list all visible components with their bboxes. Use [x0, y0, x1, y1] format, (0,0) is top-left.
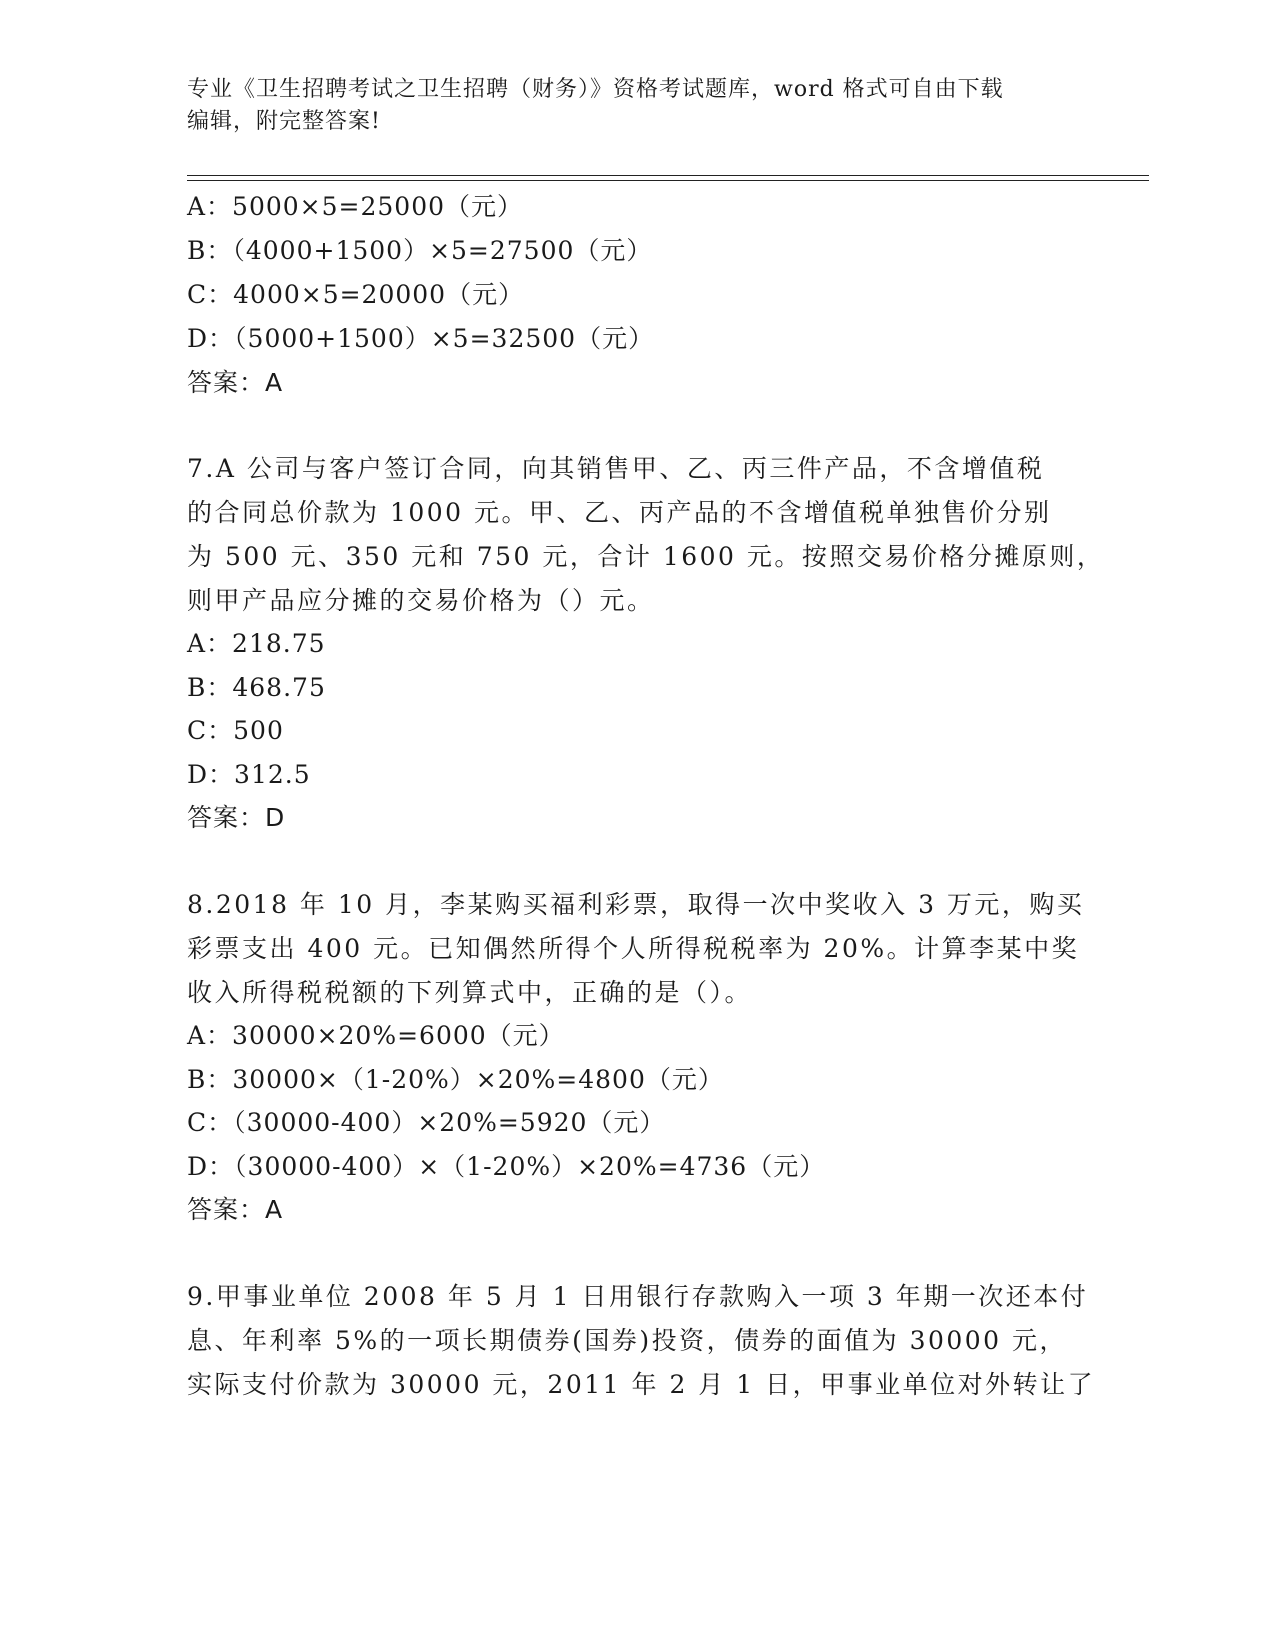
header-line-1: 专业《卫生招聘考试之卫生招聘（财务）》资格考试题库，word 格式可自由下载: [187, 77, 1004, 102]
q8-option-c: C：（30000-400）×20%=5920（元）: [187, 1108, 666, 1137]
q7-stem-line-4: 则甲产品应分摊的交易价格为（）元。: [187, 586, 655, 615]
q8-stem-line-3: 收入所得税税额的下列算式中，正确的是（）。: [187, 978, 753, 1007]
header-rule-top: [187, 175, 1149, 176]
q8-stem-line-1: 8.2018 年 10 月，李某购买福利彩票，取得一次中奖收入 3 万元，购买: [187, 890, 1085, 919]
q6-answer: 答案：A: [187, 368, 284, 397]
q6-option-d: D：（5000+1500）×5=32500（元）: [187, 324, 655, 353]
q8-option-d: D：（30000-400）×（1-20%）×20%=4736（元）: [187, 1152, 826, 1181]
q9-stem-line-3: 实际支付价款为 30000 元，2011 年 2 月 1 日，甲事业单位对外转让了: [187, 1370, 1096, 1399]
header-line-2: 编辑，附完整答案!: [187, 109, 381, 134]
q6-option-c: C：4000×5=20000（元）: [187, 280, 525, 309]
q8-stem-line-2: 彩票支出 400 元。已知偶然所得个人所得税税率为 20%。计算李某中奖: [187, 934, 1080, 963]
q7-option-a: A：218.75: [187, 629, 326, 658]
q9-stem-line-1: 9.甲事业单位 2008 年 5 月 1 日用银行存款购入一项 3 年期一次还本付: [187, 1282, 1089, 1311]
q8-answer: 答案：A: [187, 1195, 284, 1224]
document-header: [187, 74, 1067, 138]
q6-option-a: A：5000×5=25000（元）: [187, 192, 524, 221]
q8-option-b: B：30000×（1-20%）×20%=4800（元）: [187, 1065, 724, 1094]
q7-option-c: C：500: [187, 716, 284, 745]
q7-answer: 答案：D: [187, 803, 286, 832]
q8-option-a: A：30000×20%=6000（元）: [187, 1021, 565, 1050]
q6-option-b: B：（4000+1500）×5=27500（元）: [187, 236, 653, 265]
q7-stem-line-1: 7.A 公司与客户签订合同，向其销售甲、乙、丙三件产品，不含增值税: [187, 454, 1045, 483]
q9-stem-line-2: 息、年利率 5%的一项长期债券(国券)投资，债券的面值为 30000 元，: [187, 1326, 1068, 1355]
q7-option-d: D：312.5: [187, 760, 311, 789]
q7-stem-line-3: 为 500 元、350 元和 750 元，合计 1600 元。按照交易价格分摊原则，: [187, 542, 1105, 571]
q7-option-b: B：468.75: [187, 673, 326, 702]
header-rule-bottom: [187, 180, 1149, 181]
q7-stem-line-2: 的合同总价款为 1000 元。甲、乙、丙产品的不含增值税单独售价分别: [187, 498, 1052, 527]
